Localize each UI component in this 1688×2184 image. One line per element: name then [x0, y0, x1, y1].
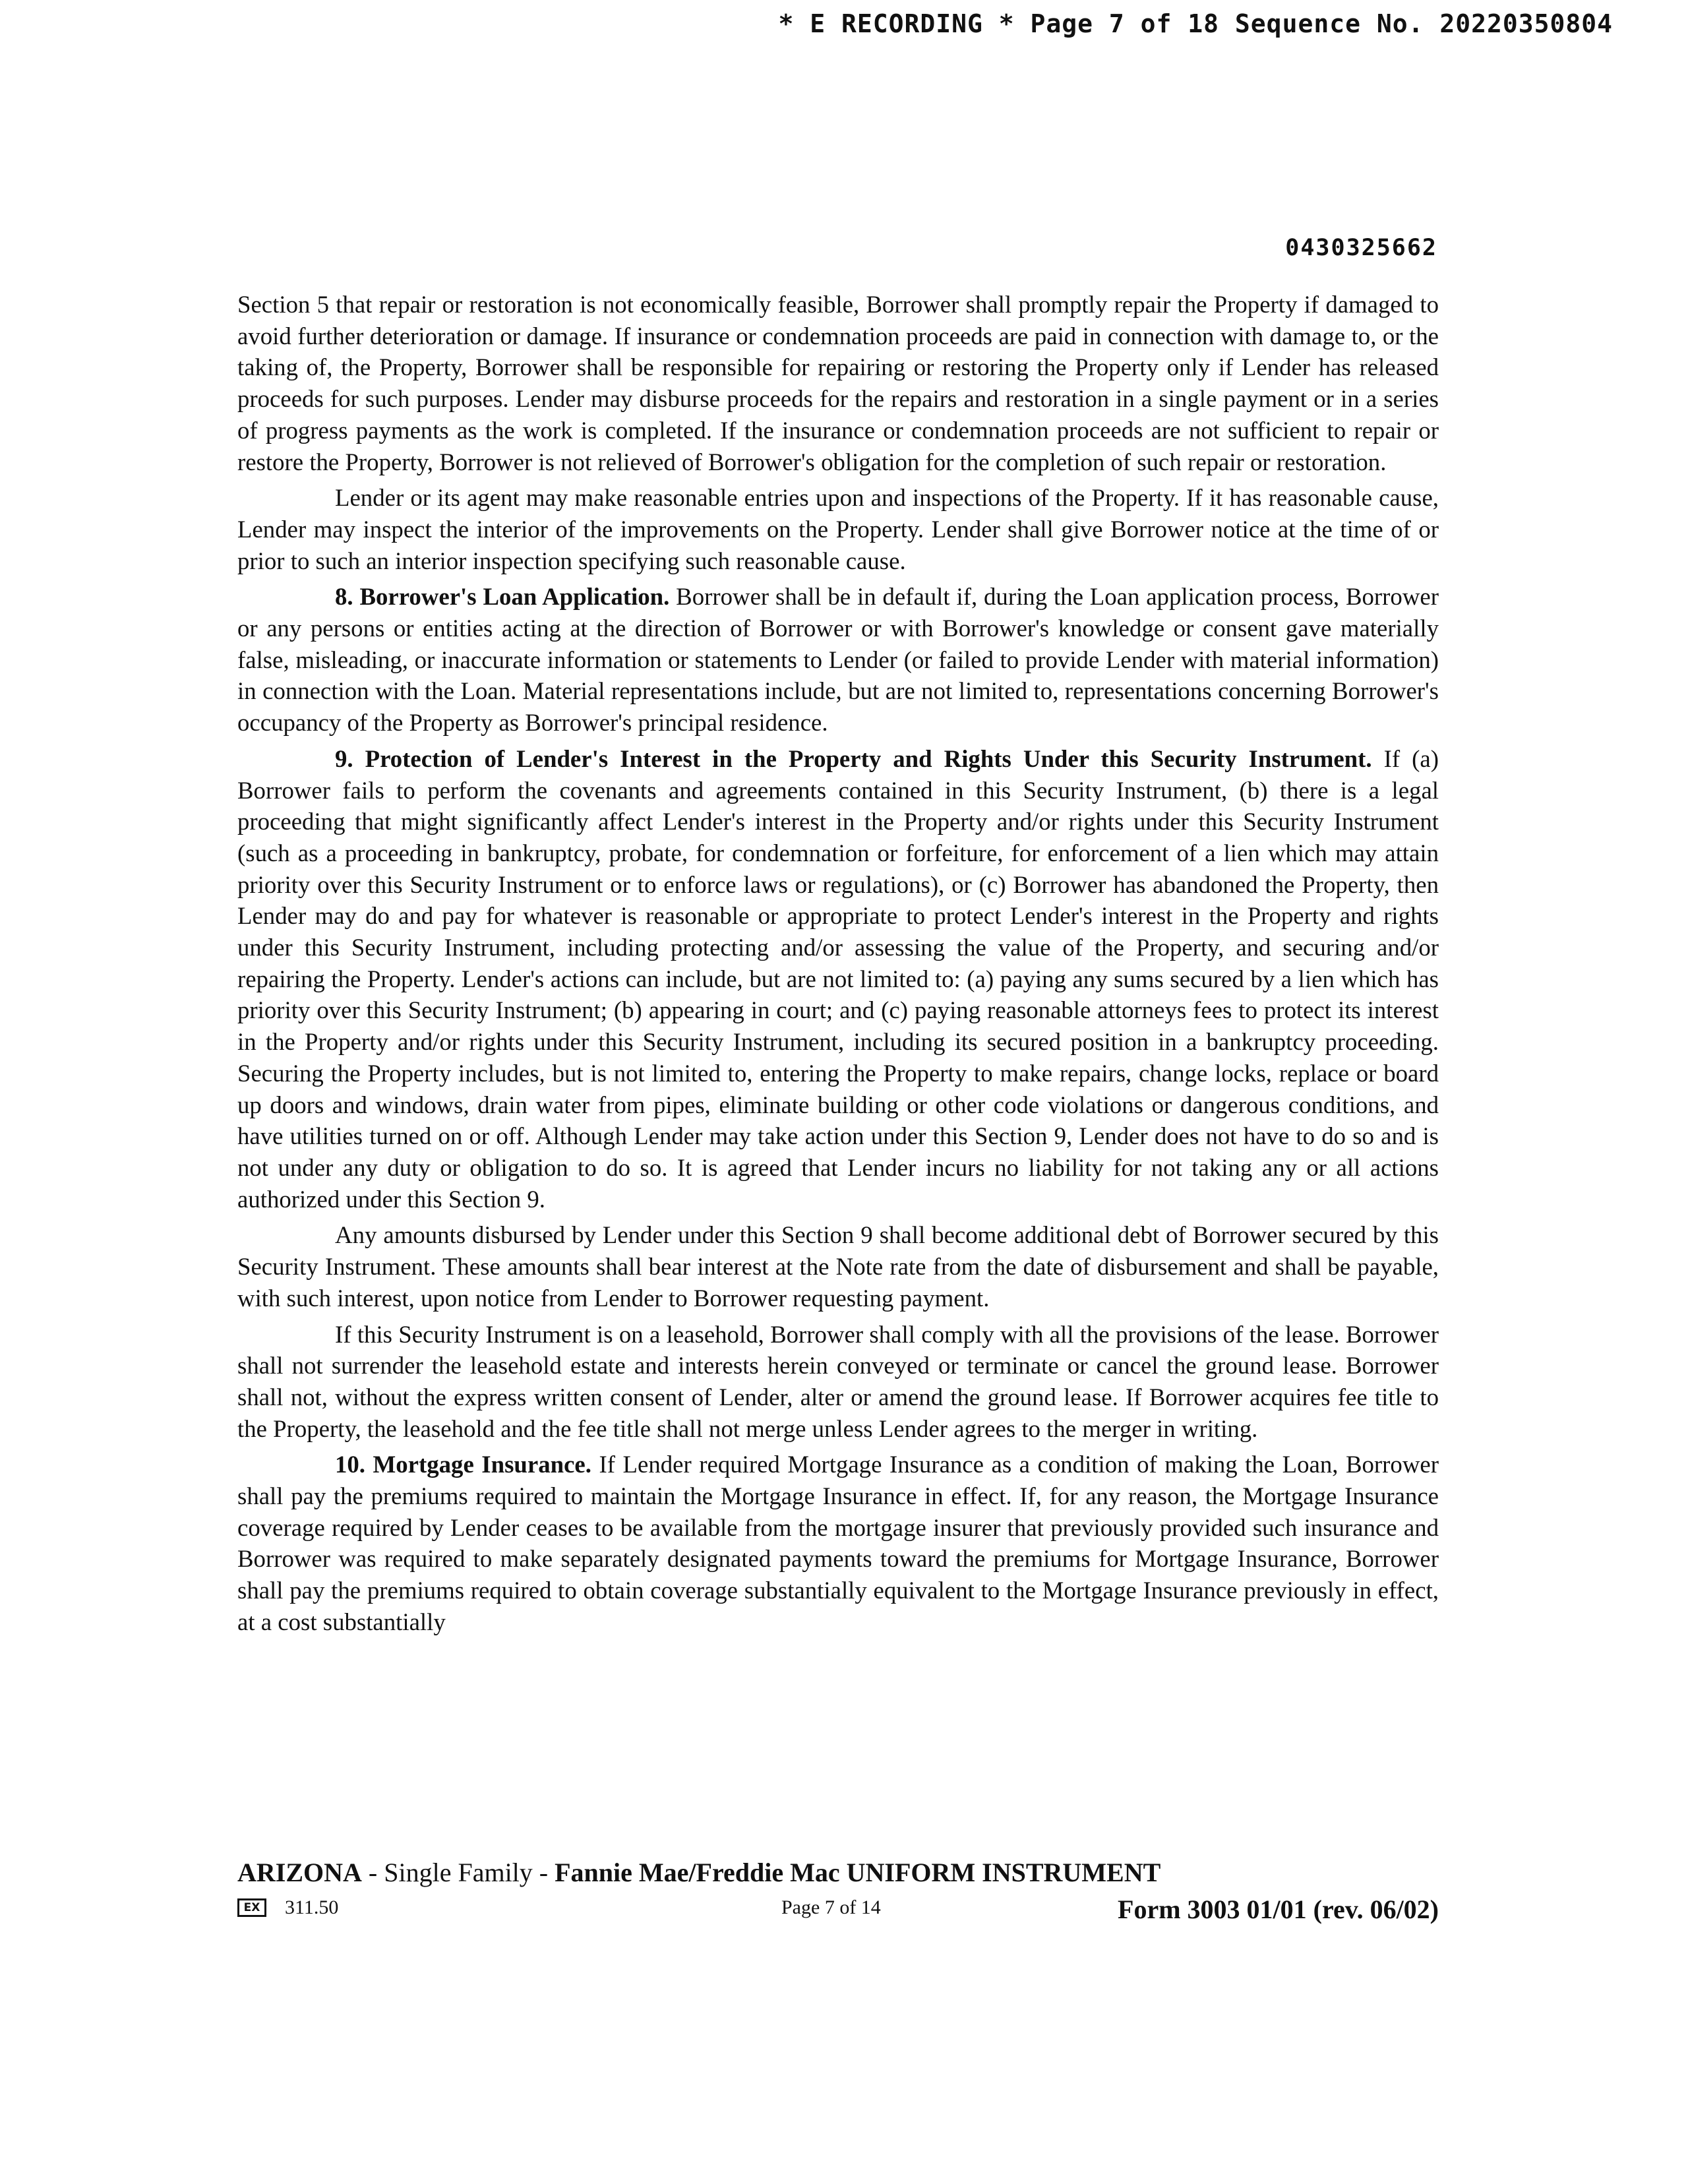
paragraph-text: Any amounts disbursed by Lender under this Section 9 shall become additional debt of Borrower secured by this Security Instrument. These amounts shall bear interest at the Note rate from the date of disbursement and shall be payable, with such interest, upon notice from Lender to Borrower requesting payment. [237, 1221, 1439, 1312]
footer-state: ARIZONA [237, 1858, 362, 1887]
recording-stamp: * E RECORDING * Page 7 of 18 Sequence No. 20220350804 [778, 9, 1613, 38]
paragraph-text: Borrower shall be in default if, during the Loan application process, Borrower or any persons or entities acting at the direction of Borrower or with Borrower's knowledge or consent gave materially false, misleading, or inaccurate information or statements to Lender (or failed to provide Lender with material information) in connection with the Loan. Material representations include, but are not limited to, representations concerning Borrower's occupancy of the Property as Borrower's principal residence. [237, 583, 1439, 737]
footer-row [237, 1894, 1439, 1928]
loan-number: 0430325662 [1285, 235, 1437, 261]
paragraph-amounts-disbursed [237, 1219, 1439, 1314]
paragraph-section-8 [237, 581, 1439, 739]
section-heading: 10. Mortgage Insurance. [335, 1451, 591, 1478]
paragraph-inspection [237, 482, 1439, 576]
paragraph-text: Section 5 that repair or restoration is not economically feasible, Borrower shall promptly repair the Property if damaged to avoid further deterioration or damage. If insurance or condemnation proceeds are paid in connection with damage to, or the taking of, the Property, Borrower shall be responsible for repairing or restoring the Property only if Lender has released proceeds for such purposes. Lender may disburse proceeds for the repairs and restoration in a single payment or in a series of progress payments as the work is completed. If the insurance or condemnation proceeds are not sufficient to repair or restore the Property, Borrower is not relieved of Borrower's obligation for the completion of such repair or restoration. [237, 291, 1439, 475]
paragraph-text: If this Security Instrument is on a leasehold, Borrower shall comply with all the provisions of the lease. Borrower shall not surrender the leasehold estate and interests herein conveyed or terminate or cancel the ground lease. Borrower shall not, without the express written consent of Lender, alter or amend the ground lease. If Borrower acquires fee title to the Property, the leasehold and the fee title shall not merge unless Lender agrees to the merger in writing. [237, 1320, 1439, 1442]
paragraph-section-5-continuation [237, 289, 1439, 477]
paragraph-leasehold [237, 1319, 1439, 1445]
form-code-number: 311.50 [285, 1896, 339, 1918]
paragraph-section-9 [237, 743, 1439, 1215]
paragraph-text: Lender or its agent may make reasonable entries upon and inspections of the Property. If it has reasonable cause, Lender may inspect the interior of the improvements on the Property. Lender shall give Borrower notice at the time of or prior to such an interior inspection specifying such reasonable cause. [237, 484, 1439, 574]
section-heading: 8. Borrower's Loan Application. [335, 583, 670, 611]
footer-instrument: Fannie Mae/Freddie Mac UNIFORM INSTRUMENT [555, 1858, 1161, 1887]
paragraph-section-10 [237, 1449, 1439, 1637]
page-number: Page 7 of 14 [781, 1896, 881, 1918]
form-code [237, 1896, 338, 1919]
paragraph-text: If (a) Borrower fails to perform the covenants and agreements contained in this Security Instrument, (b) there is a legal proceeding that might significantly affect Lender's interest in the Property and/or rights under this Security Instrument (such as a proceeding in bankruptcy, probate, for condemnation or forfeiture, for enforcement of a lien which may attain priority over this Security Instrument or to enforce laws or regulations), or (c) Borrower has abandoned the Property, then Lender may do and pay for whatever is reasonable or appropriate to protect Lender's interest in the Property and rights under this Security Instrument, including protecting and/or assessing the value of the Property, and securing and/or repairing the Property. Lender's actions can include, but are not limited to: (a) paying any sums secured by a lien which has priority over this Security Instrument; (b) appearing in court; and (c) paying reasonable attorneys fees to protect its interest in the Property and/or rights under this Security Instrument, including its secured position in a bankruptcy proceeding. Securing the Property includes, but is not limited to, entering the Property to make repairs, change locks, replace or board up doors and windows, drain water from pipes, eliminate building or other code violations or dangerous conditions, and have utilities turned on or off. Although Lender may take action under this Section 9, Lender does not have to do so and is not under any duty or obligation to do so. It is agreed that Lender incurs no liability for not taking any or all actions authorized under this Section 9. [237, 744, 1439, 1213]
document-body [237, 289, 1439, 1643]
paragraph-text: If Lender required Mortgage Insurance as a condition of making the Loan, Borrower shall pay the premiums required to maintain the Mortgage Insurance in effect. If, for any reason, the Mortgage Insurance coverage required by Lender ceases to be available from the mortgage insurer that previously provided such insurance and Borrower was required to make separately designated payments toward the premiums for Mortgage Insurance, Borrower shall pay the premiums required to obtain coverage substantially equivalent to the Mortgage Insurance previously in effect, at a cost substantially [237, 1451, 1439, 1635]
form-number: Form 3003 01/01 (rev. 06/02) [1118, 1895, 1439, 1924]
section-heading: 9. Protection of Lender's Interest in the Property and Rights Under this Security Instrument. [335, 744, 1372, 772]
footer-separator: - Single Family - [361, 1858, 555, 1887]
footer-title [237, 1857, 1444, 1889]
ellie-mae-logo-icon: EX [237, 1898, 266, 1917]
